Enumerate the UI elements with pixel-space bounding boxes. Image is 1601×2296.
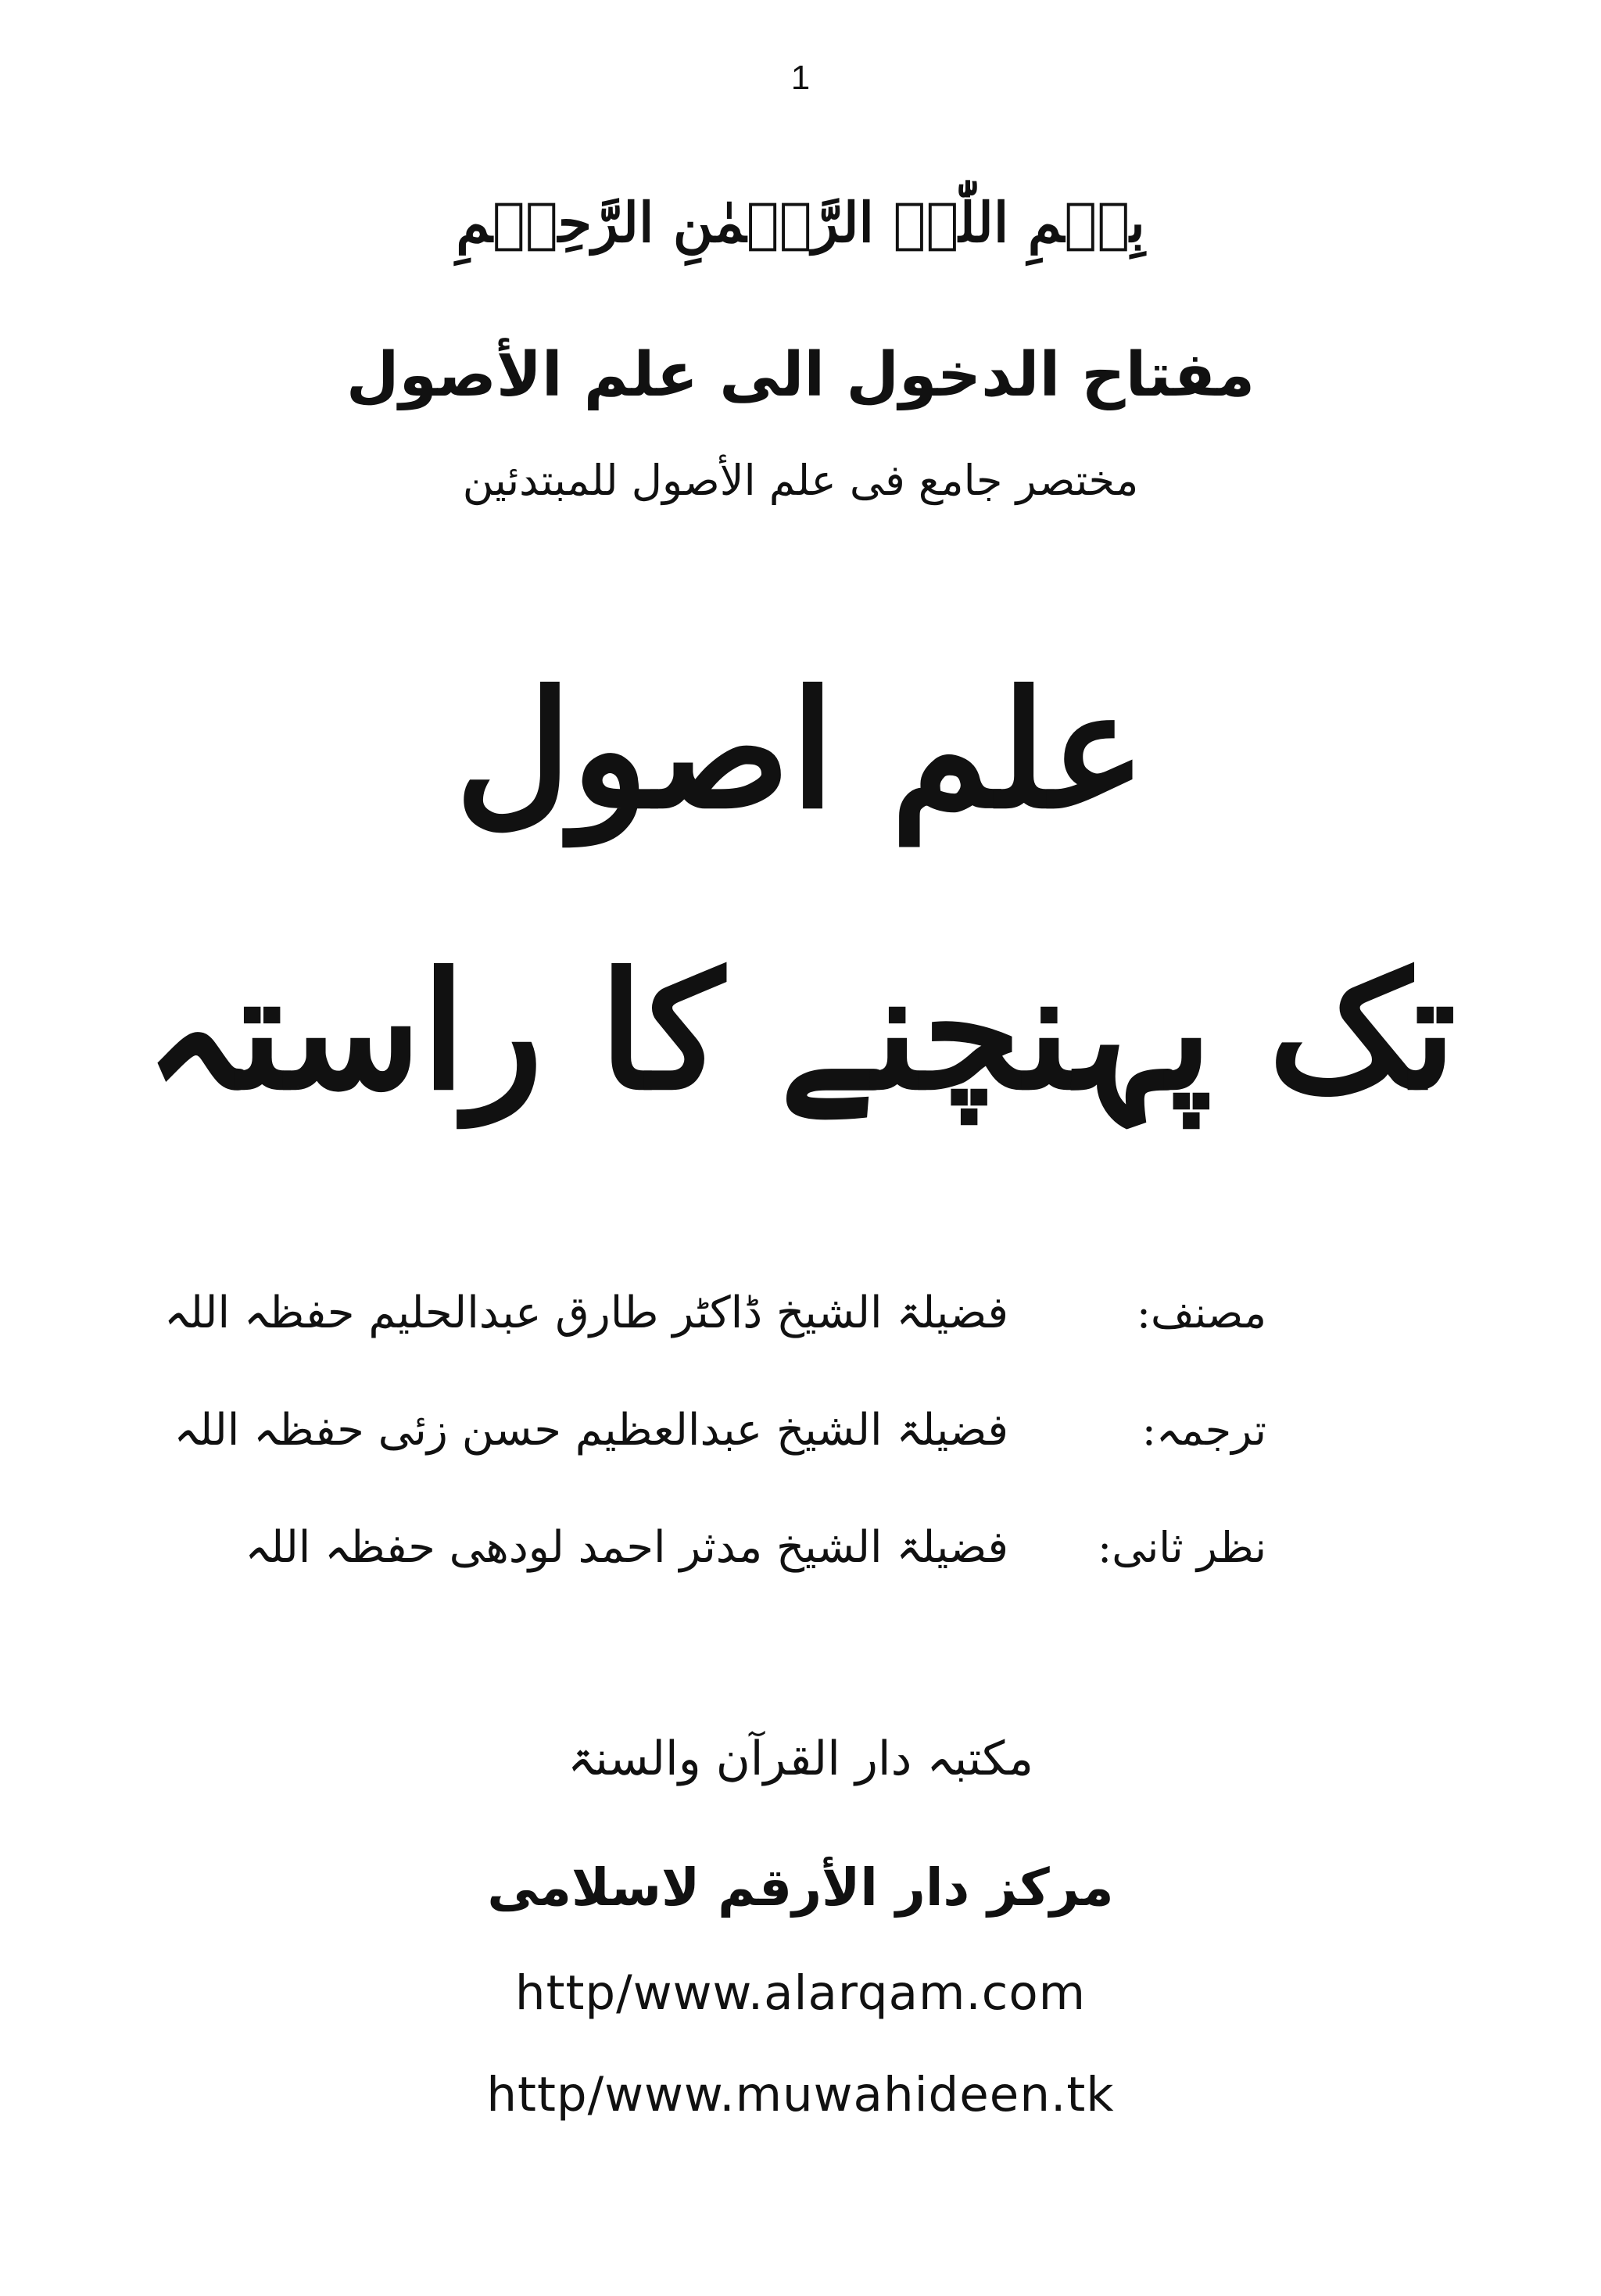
main-title-line-2: تک پہنچنے کا راستہ xyxy=(145,938,1456,1126)
organization-name: مرکز دار الأرقم لاسلامی xyxy=(487,1857,1114,1918)
arabic-title: مفتاح الدخول الی علم الأصول xyxy=(346,340,1255,410)
arabic-subtitle: مختصر جامع فی علم الأصول للمبتدئین xyxy=(462,456,1139,505)
translator-role-label: ترجمہ: xyxy=(1141,1406,1266,1455)
author-credit-row xyxy=(164,1274,1266,1360)
translator-name: فضیلۃ الشیخ عبدالعظیم حسن زئی حفظہ اللہ xyxy=(174,1405,1008,1456)
publisher-name: مکتبہ دار القرآن والسنۃ xyxy=(567,1732,1034,1786)
reviewer-role-label: نظر ثانی: xyxy=(1098,1523,1266,1572)
page-number: 1 xyxy=(790,59,811,97)
author-name: فضیلۃ الشیخ ڈاکٹر طارق عبدالحلیم حفظہ اللہ xyxy=(164,1288,1008,1338)
translator-credit-row xyxy=(174,1392,1266,1478)
main-title-line-1: علم اصول xyxy=(455,657,1146,844)
website-url-muwahideen: http/www.muwahideen.tk xyxy=(486,2067,1115,2122)
credits-block xyxy=(164,1274,1266,1642)
basmala-heading: بِسۡمِ اللّٰہِ الرَّحۡمٰنِ الرَّحِیۡمِ xyxy=(456,190,1145,255)
reviewer-credit-row xyxy=(245,1509,1266,1595)
reviewer-name: فضیلۃ الشیخ مدثر احمد لودھی حفظہ اللہ xyxy=(245,1522,1008,1573)
website-url-alarqam: http/www.alarqam.com xyxy=(514,1965,1087,2021)
author-role-label: مصنف: xyxy=(1136,1288,1266,1338)
